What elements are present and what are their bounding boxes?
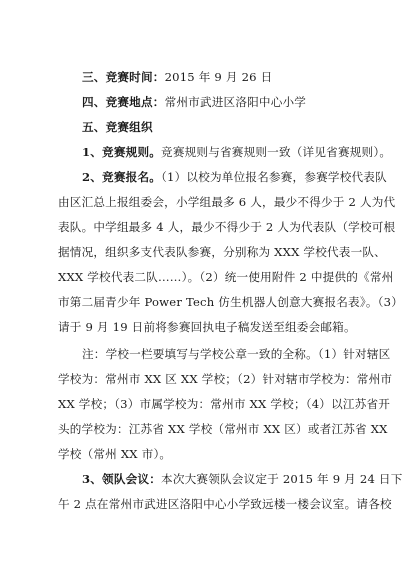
- item-2-line-1: [82, 170, 387, 184]
- section-3-text: 2015 年 9 月 26 日: [164, 70, 273, 84]
- note-line-5: 学校（常州 XX 市）。: [58, 447, 172, 461]
- section-5-heading: 五、竞赛组织: [82, 120, 153, 134]
- item-2-line-3: 表队。中学组最多 4 人，最少不得少于 2 人为代表队（学校可根: [58, 220, 396, 234]
- item-2-line-6: 市第二届青少年 Power Tech 仿生机器人创意大赛报名表》。（3）: [58, 295, 403, 309]
- item-3-text-1: 本次大赛领队会议定于 2015 年 9 月 24 日下: [161, 472, 403, 486]
- section-3-line: [82, 70, 272, 84]
- section-4-heading: 四、竞赛地点：: [82, 95, 165, 109]
- item-3-line-2: 午 2 点在常州市武进区洛阳中心小学致远楼一楼会议室。请各校: [58, 497, 392, 511]
- note-line-2: 学校为：常州市 XX 区 XX 学校；（2）针对辖市学校为：常州市: [58, 372, 393, 386]
- item-3-line-1: [82, 472, 403, 486]
- item-2-heading: 2、竞赛报名。: [82, 170, 162, 184]
- item-3-heading: 3、领队会议：: [82, 472, 162, 486]
- item-1-line: [82, 145, 391, 159]
- item-2-line-7: 请于 9 月 19 日前将参赛回执电子稿发送至组委会邮箱。: [58, 320, 356, 334]
- item-1-text: 竞赛规则与省赛规则一致（详见省赛规则）。: [161, 145, 392, 159]
- item-1-heading: 1、竞赛规则。: [82, 145, 162, 159]
- section-3-heading: 三、竞赛时间：: [82, 70, 165, 84]
- note-line-3: XX 学校；（3）市属学校为：常州市 XX 学校；（4）以江苏省开: [58, 397, 391, 411]
- item-2-line-5: XXX 学校代表二队……）。（2）统一使用附件 2 中提供的《常州: [58, 270, 394, 284]
- item-2-text-1: （1）以校为单位报名参赛，参赛学校代表队: [161, 170, 387, 184]
- note-line-1: 注：学校一栏要填写与学校公章一致的全称。（1）针对辖区: [82, 347, 391, 361]
- section-4-line: [82, 95, 306, 109]
- section-4-text: 常州市武进区洛阳中心小学: [164, 95, 307, 109]
- item-2-line-4: 据情况，组织多支代表队参赛，分别称为 XXX 学校代表一队、: [58, 245, 386, 259]
- note-line-4: 头的学校为：江苏省 XX 学校（常州市 XX 区）或者江苏省 XX: [58, 422, 388, 436]
- item-2-line-2: 由区汇总上报组委会，小学组最多 6 人，最少不得少于 2 人为代: [58, 195, 396, 209]
